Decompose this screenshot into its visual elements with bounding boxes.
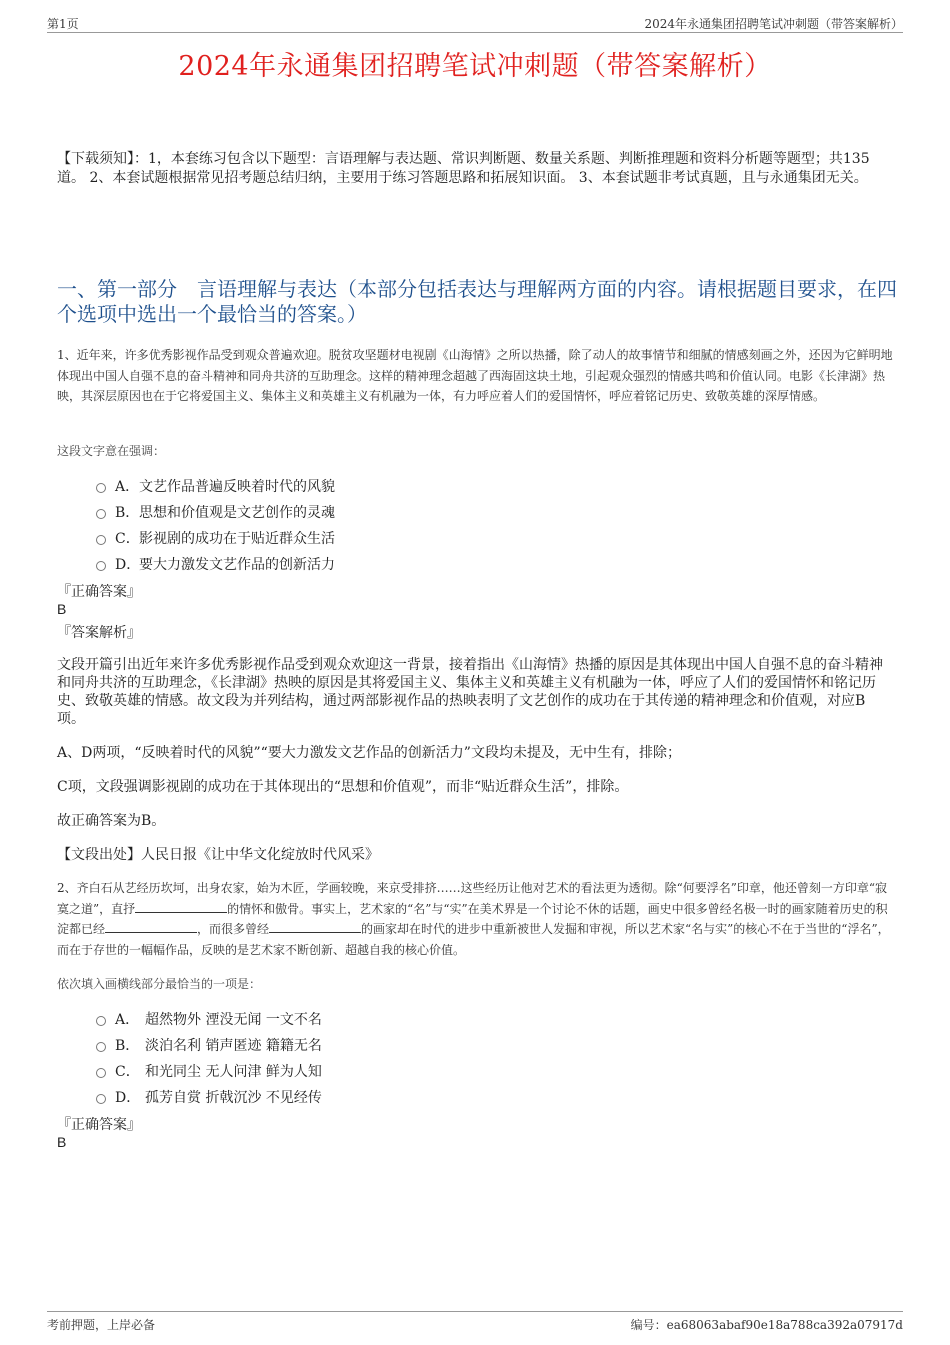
radio-icon[interactable]	[96, 1068, 106, 1078]
radio-icon[interactable]	[96, 509, 106, 519]
explanation-paragraph: C项，文段强调影视剧的成功在于其体现出的“思想和价值观”，而非“贴近群众生活”，排除。	[57, 779, 629, 795]
radio-icon[interactable]	[96, 1042, 106, 1052]
radio-icon[interactable]	[96, 1016, 106, 1026]
section-heading: 一、第一部分 言语理解与表达（本部分包括表达与理解两方面的内容。请根据题目要求，在四个选项中选出一个最恰当的答案。）	[57, 277, 897, 326]
option-a[interactable]: A． 超然物外 湮没无闻 一文不名	[96, 1006, 322, 1032]
explanation-paragraph: 故正确答案为B。	[57, 813, 166, 829]
correct-answer-value: B	[57, 601, 67, 617]
option-c[interactable]: C． 影视剧的成功在于贴近群众生活	[96, 525, 335, 551]
question-1-text: 1、近年来，许多优秀影视作品受到观众普遍欢迎。脱贫攻坚题材电视剧《山海情》之所以热播，除了动人的故事情节和细腻的情感刻画之外，还因为它鲜明地体现出中国人自强不息的奋斗精神和同舟共济的互助理念。这样的精神理念超越了西海固这块土地，引起观众强烈的情感共鸣和价值认同。电影《长津湖》热映，其深层原因也在于它将爱国主义、集体主义和英雄主义有机融为一体，有力呼应着人们的爱国情怀，呼应着铭记历史、致敬英雄的深厚情感。	[57, 348, 893, 403]
correct-answer-label: 『正确答案』	[57, 584, 141, 600]
correct-answer-label: 『正确答案』	[57, 1117, 141, 1133]
fill-blank	[135, 901, 227, 913]
question-1-prompt: 这段文字意在强调：	[57, 444, 166, 458]
fill-blank	[105, 921, 197, 933]
explanation-paragraph: 文段开篇引出近年来许多优秀影视作品受到观众欢迎这一背景，接着指出《山海情》热播的原因是其体现出中国人自强不息的奋斗精神和同舟共济的互助理念，《长津湖》热映的原因是其将爱国主义、集体主义和英雄主义有机融为一体，呼应了人们的爱国情怀和铭记历史、致敬英雄的情感。故文段为并列结构，通过两部影视作品的热映表明了文艺创作的成功在于其传递的精神理念和价值观，对应B项。	[57, 657, 883, 727]
option-a[interactable]: A． 文艺作品普遍反映着时代的风貌	[96, 473, 335, 499]
question-2-text: 2、齐白石从艺经历坎坷，出身农家，始为木匠，学画较晚，来京受排挤……这些经历让他对艺术的看法更为透彻。除“何要浮名”印章，他还曾刻一方印章“寂寞之道”，直抒 的情怀和傲骨。事实上，艺术家的“名”与“实”在美术界是一个讨论不休的话题，画史中很多曾经名极一时的画家随着历史的积淀都已经 ，而很多曾经 的画家却在时代的进步中重新被世人发掘和审视，所以艺术家“名与实”的核心不在于当世的“浮名”，而在于存世的一幅幅作品，反映的是艺术家不断创新、超越自我的核心价值。	[57, 881, 890, 957]
header-doc-title: 2024年永通集团招聘笔试冲刺题（带答案解析）	[644, 17, 903, 31]
page-header	[47, 15, 903, 33]
radio-icon[interactable]	[96, 561, 106, 571]
correct-answer-value: B	[57, 1134, 67, 1150]
footer-slogan: 考前押题，上岸必备	[47, 1318, 156, 1332]
page-footer	[47, 1311, 903, 1333]
document-serial: 编号：ea68063abaf90e18a788ca392a07917d	[630, 1318, 903, 1332]
document-title: 2024年永通集团招聘笔试冲刺题（带答案解析）	[178, 51, 772, 82]
explanation-source: 【文段出处】人民日报《让中华文化绽放时代风采》	[57, 847, 379, 863]
fill-blank	[269, 921, 361, 933]
explanation-paragraph: A、D两项，“反映着时代的风貌”“要大力激发文艺作品的创新活力”文段均未提及，无中生有，排除；	[57, 745, 681, 761]
option-b[interactable]: B． 淡泊名利 销声匿迹 籍籍无名	[96, 1032, 322, 1058]
question-2-options	[96, 1006, 322, 1110]
option-b[interactable]: B． 思想和价值观是文艺创作的灵魂	[96, 499, 335, 525]
explanation-label: 『答案解析』	[57, 625, 141, 641]
question-2-prompt: 依次填入画横线部分最恰当的一项是：	[57, 977, 262, 991]
download-notice: 【下载须知】：1，本套练习包含以下题型：言语理解与表达题、常识判断题、数量关系题、判断推理题和资料分析题等题型；共135道。 2、本套试题根据常见招考题总结归纳，主要用于练习答题思路和拓展知识面。 3、本套试题非考试真题，且与永通集团无关。	[57, 151, 870, 186]
option-d[interactable]: D． 要大力激发文艺作品的创新活力	[96, 551, 335, 577]
page-number: 第1页	[47, 17, 79, 31]
radio-icon[interactable]	[96, 483, 106, 493]
radio-icon[interactable]	[96, 535, 106, 545]
question-1-options	[96, 473, 335, 577]
option-d[interactable]: D． 孤芳自赏 折戟沉沙 不见经传	[96, 1084, 322, 1110]
option-c[interactable]: C． 和光同尘 无人问津 鲜为人知	[96, 1058, 322, 1084]
radio-icon[interactable]	[96, 1094, 106, 1104]
